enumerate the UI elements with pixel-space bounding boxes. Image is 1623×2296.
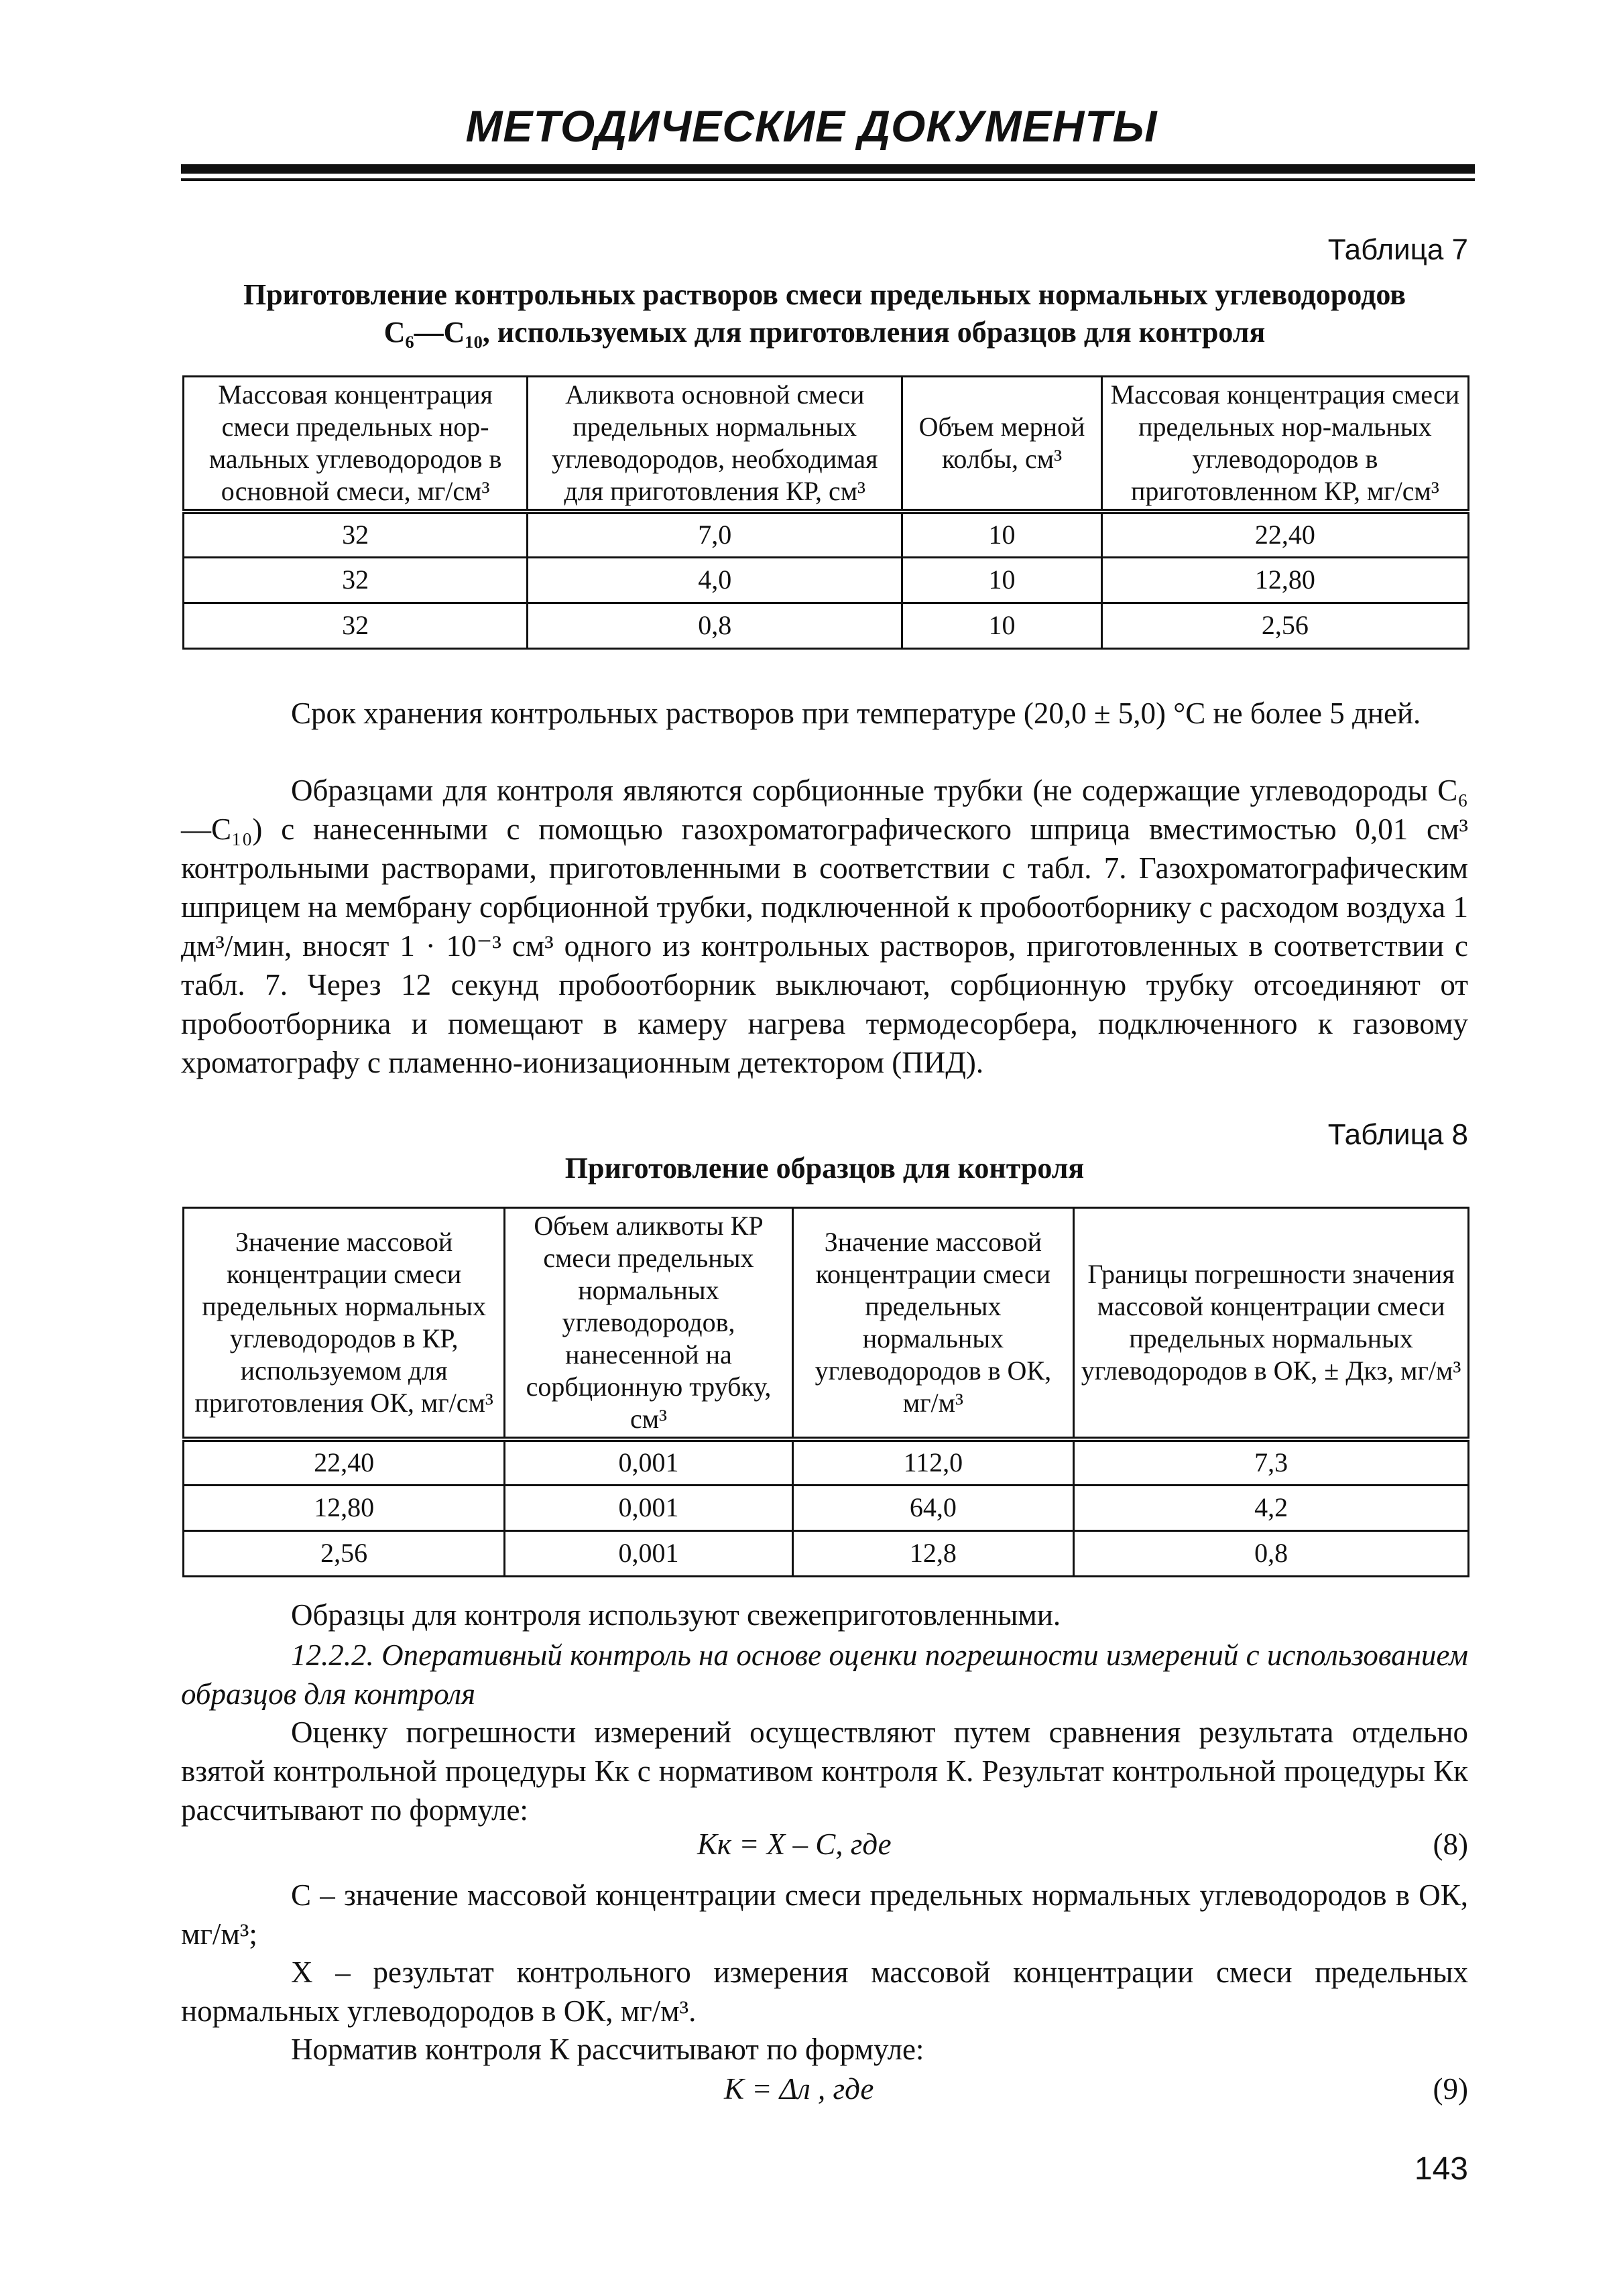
table-cell: 4,2 [1074,1485,1469,1530]
table7-header-cell: Аликвота основной смеси предельных нормальных углеводородов, необходимая для приготовления КР, см³ [528,377,902,512]
paragraph-estimate: Оценку погрешности измерений осуществляют путем сравнения результата отдельно взятой контрольной процедуры Кк с нормативом контроля К. Результат контрольной процедуры Кк рассчитывают по формуле: [181,1715,1468,1827]
table8-header-cell: Объем аликвоты КР смеси предельных нормальных углеводородов, нанесенной на сорбционную трубку, см³ [505,1208,792,1440]
table7-caption-line2: C₆—C₁₀, используемых для приготовления образцов для контроля [383,316,1266,349]
table-row [184,511,1469,557]
page-number: 143 [1414,2151,1468,2187]
table-cell: 7,0 [528,511,902,557]
table-cell: 22,40 [184,1439,505,1485]
table-cell: 4,0 [528,557,902,603]
table7 [182,375,1469,650]
table-cell: 7,3 [1074,1439,1469,1485]
table-cell: 32 [184,557,528,603]
table-cell: 0,001 [505,1530,792,1576]
formula-9-number: (9) [1433,2072,1468,2106]
table-cell: 2,56 [184,1530,505,1576]
formula-8: Кк = X – C, где [697,1827,892,1861]
table7-header-cell: Объем мерной колбы, см³ [902,377,1102,512]
table-cell: 12,8 [792,1530,1073,1576]
table-cell: 0,001 [505,1485,792,1530]
table7-label: Таблица 7 [1327,233,1468,266]
table7-caption-line1: Приготовление контрольных растворов смеси предельных нормальных углеводородов [243,278,1406,311]
running-header: МЕТОДИЧЕСКИЕ ДОКУМЕНТЫ [465,101,1158,151]
table-cell: 112,0 [792,1439,1073,1485]
table-cell: 10 [902,511,1102,557]
table-cell: 12,80 [184,1485,505,1530]
table-cell: 64,0 [792,1485,1073,1530]
table8-header-cell: Значение массовой концентрации смеси предельных нормальных углеводородов в КР, используемом для приготовления ОК, мг/см³ [184,1208,505,1440]
formula-9: К = Δл , где [724,2072,874,2106]
table-row [184,557,1469,603]
table-cell: 2,56 [1101,603,1468,648]
table-cell: 22,40 [1101,511,1468,557]
table8-label: Таблица 8 [1327,1118,1468,1151]
section-heading: 12.2.2. Оперативный контроль на основе оценки погрешности измерений с использованием образцов для контроля [181,1638,1468,1711]
table8 [182,1207,1469,1577]
table-cell: 32 [184,511,528,557]
table8-caption: Приготовление образцов для контроля [564,1152,1085,1185]
table-cell: 0,8 [1074,1530,1469,1576]
paragraph-c-definition: C – значение массовой концентрации смеси предельных нормальных углеводородов в ОК, мг/м³; [181,1878,1468,1951]
table8-header-cell: Границы погрешности значения массовой концентрации смеси предельных нормальных углеводородов в ОК, ± Дкз, мг/м³ [1074,1208,1469,1440]
table-cell: 12,80 [1101,557,1468,603]
table-row [184,1439,1469,1485]
paragraph-norm: Норматив контроля К рассчитывают по формуле: [291,2033,924,2066]
table7-header-cell: Массовая концентрация смеси предельных нор-мальных углеводородов в основной смеси, мг/см³ [184,377,528,512]
table-cell: 10 [902,603,1102,648]
header-rule-thick [181,164,1475,174]
paragraph-fresh: Образцы для контроля используют свежеприготовленными. [291,1598,1061,1632]
paragraph-storage: Срок хранения контрольных растворов при температуре (20,0 ± 5,0) °С не более 5 дней. [291,697,1421,730]
table-cell: 0,8 [528,603,902,648]
paragraph-samples: Образцами для контроля являются сорбционные трубки (не содержащие углеводороды C₆—C₁₀) с нанесенными с помощью газохроматографического шприца вместимостью 0,01 см³ контрольными растворами, приготовленными в соответствии с табл. 7. Газохроматографическим шприцем на мембрану сорбционной трубки, подключенной к пробоотборнику с расходом воздуха 1 дм³/мин, вносят 1 · 10⁻³ см³ одного из контрольных растворов, приготовленных в соответствии с табл. 7. Через 12 секунд пробоотборник выключают, сорбционную трубку отсоединяют от пробоотборника и помещают в камеру нагрева термодесорбера, подключенного к газовому хроматографу с пламенно-ионизационным детектором (ПИД). [181,774,1468,1079]
formula-8-number: (8) [1433,1827,1468,1861]
table-row [184,603,1469,648]
table7-header-cell: Массовая концентрация смеси предельных нор-мальных углеводородов в приготовленном КР, мг/см³ [1101,377,1468,512]
table8-header-cell: Значение массовой концентрации смеси предельных нормальных углеводородов в ОК, мг/м³ [792,1208,1073,1440]
table-row [184,1485,1469,1530]
table-cell: 0,001 [505,1439,792,1485]
table-cell: 32 [184,603,528,648]
paragraph-x-definition: X – результат контрольного измерения массовой концентрации смеси предельных нормальных углеводородов в ОК, мг/м³. [181,1955,1468,2028]
table-cell: 10 [902,557,1102,603]
header-rule-thin [181,178,1475,181]
table-row [184,1530,1469,1576]
